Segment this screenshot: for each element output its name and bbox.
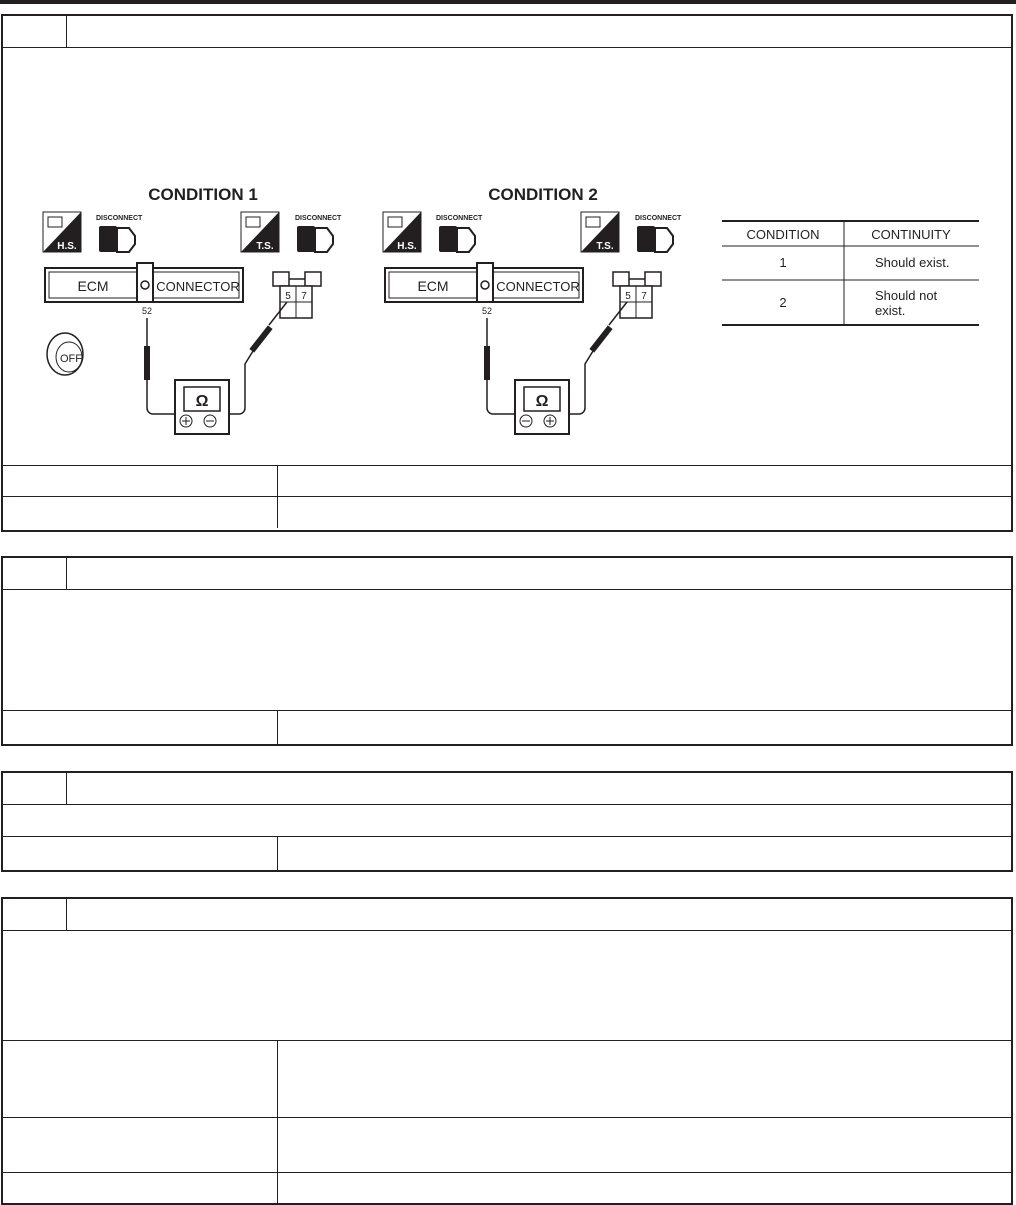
disconnect-connector-icon xyxy=(637,226,673,252)
continuity-check-diagram xyxy=(3,138,703,438)
result-row xyxy=(3,1041,1011,1118)
result-row xyxy=(3,711,1011,744)
disconnect-connector-icon xyxy=(439,226,475,252)
table-header-condition: CONDITION xyxy=(746,227,820,242)
hs-icon xyxy=(383,212,421,252)
svg-text:OFF: OFF xyxy=(60,353,82,365)
continuity-table xyxy=(722,220,979,330)
step-header xyxy=(3,558,1011,590)
step-number-cell xyxy=(3,558,67,589)
hs-icon xyxy=(43,212,81,252)
result-row xyxy=(3,837,1011,870)
result-label-cell xyxy=(3,497,278,528)
result-row xyxy=(3,497,1011,528)
step-block-3 xyxy=(1,771,1013,872)
step-header xyxy=(3,899,1011,931)
result-label-cell xyxy=(3,466,278,496)
disconnect-label: DISCONNECT xyxy=(295,215,342,222)
svg-text:H.S.: H.S. xyxy=(397,241,417,252)
disconnect-label: DISCONNECT xyxy=(436,215,483,222)
ecm-terminal-number: 52 xyxy=(141,306,153,316)
step-block-1 xyxy=(1,14,1013,532)
result-label-cell xyxy=(3,711,278,744)
step-body xyxy=(3,931,1011,1041)
ohmmeter xyxy=(175,380,229,434)
disconnect-connector-icon xyxy=(297,226,333,252)
step-body xyxy=(3,805,1011,837)
page-top-rule xyxy=(0,0,1016,4)
result-label-cell xyxy=(3,1118,278,1172)
table-cell-continuity: Should exist. xyxy=(875,255,950,270)
svg-text:ECM: ECM xyxy=(77,278,109,294)
disconnect-label: DISCONNECT xyxy=(96,215,143,222)
result-row xyxy=(3,466,1011,497)
svg-text:5: 5 xyxy=(625,291,631,302)
svg-text:Ω: Ω xyxy=(195,393,209,410)
condition-2-title: CONDITION 2 xyxy=(488,185,598,204)
ignition-switch-off-icon xyxy=(47,333,83,375)
condition-1-title: CONDITION 1 xyxy=(148,185,258,204)
disconnect-connector-icon xyxy=(99,226,135,252)
result-row xyxy=(3,1173,1011,1203)
table-cell-condition: 1 xyxy=(779,255,787,270)
result-label-cell xyxy=(3,1041,278,1117)
svg-text:CONNECTOR: CONNECTOR xyxy=(156,279,240,294)
step-number-cell xyxy=(3,899,67,930)
step-block-4 xyxy=(1,897,1013,1205)
step-number-cell xyxy=(3,16,67,47)
svg-text:H.S.: H.S. xyxy=(57,241,77,252)
result-label-cell xyxy=(3,1173,278,1203)
table-header-continuity: CONTINUITY xyxy=(871,227,951,242)
result-label-cell xyxy=(3,837,278,870)
step-number-cell xyxy=(3,773,67,804)
svg-text:7: 7 xyxy=(301,291,307,302)
ecm-connector xyxy=(45,263,243,302)
ecm-connector xyxy=(385,263,583,302)
result-row xyxy=(3,1118,1011,1173)
disconnect-label: DISCONNECT xyxy=(635,215,682,222)
table-cell-continuity: exist. xyxy=(875,303,906,318)
step-header xyxy=(3,16,1011,48)
ohmmeter xyxy=(515,380,569,434)
svg-text:T.S.: T.S. xyxy=(596,241,614,252)
svg-text:CONNECTOR: CONNECTOR xyxy=(496,279,580,294)
svg-text:T.S.: T.S. xyxy=(256,241,274,252)
step-body xyxy=(3,590,1011,711)
step-header xyxy=(3,773,1011,805)
svg-text:5: 5 xyxy=(285,291,291,302)
ts-icon xyxy=(241,212,279,252)
step-block-2 xyxy=(1,556,1013,746)
ecm-terminal-number: 52 xyxy=(481,306,493,316)
svg-text:ECM: ECM xyxy=(417,278,449,294)
step-body xyxy=(3,48,1011,466)
svg-text:Ω: Ω xyxy=(535,393,549,410)
table-cell-condition: 2 xyxy=(779,295,787,310)
ts-icon xyxy=(581,212,619,252)
svg-text:7: 7 xyxy=(641,291,647,302)
table-cell-continuity: Should not xyxy=(875,288,938,303)
